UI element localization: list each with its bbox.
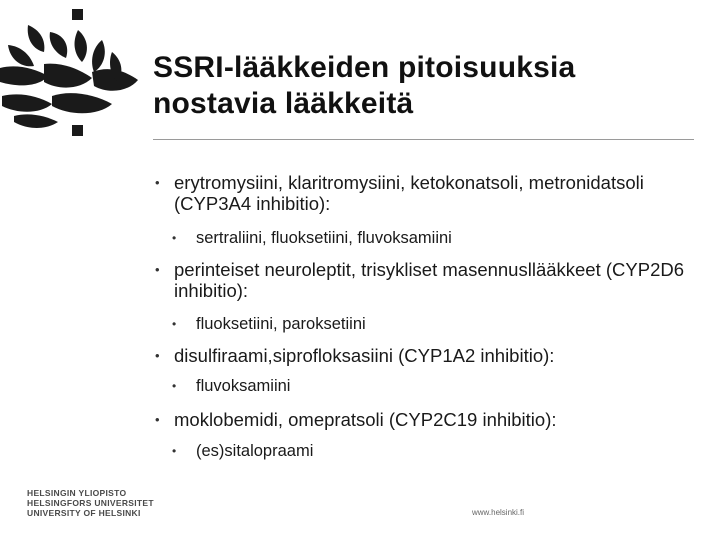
list-item-text: erytromysiini, klaritromysiini, ketokonatsoli, metronidatsoli (CYP3A4 inhibitio): [174,172,644,214]
sub-list-item-text: sertraliini, fluoksetiini, fluvoksamiini [196,229,452,247]
title-line-1: SSRI-lääkkeiden pitoisuuksia [153,51,576,84]
sub-list-item-text: fluvoksamiini [196,377,291,395]
bullet-icon: • [155,262,160,277]
list-item-text: disulfiraami,siprofloksasiini (CYP1A2 inhibitio): [174,345,555,366]
university-name-en: UNIVERSITY OF HELSINKI [27,508,141,518]
bullet-icon: • [155,175,160,190]
bullet-icon: • [155,412,160,427]
website-link[interactable]: www.helsinki.fi [472,508,525,517]
title-line-2: nostavia lääkkeitä [153,87,414,120]
university-name [27,488,154,518]
sub-list-item-text: fluoksetiini, paroksetiini [196,315,366,333]
university-name-sv: HELSINGFORS UNIVERSITET [27,498,154,508]
bullet-icon: • [172,379,177,393]
bullet-icon: • [172,231,177,245]
list-item-text: perinteiset neuroleptit, trisykliset masennusllääkkeet (CYP2D6 inhibitio): [174,259,685,301]
bullet-icon: • [172,317,177,331]
bullet-icon: • [155,348,160,363]
list-item-text: moklobemidi, omepratsoli (CYP2C19 inhibitio): [174,409,557,430]
bullet-icon: • [172,444,177,458]
sub-list-item-text: (es)sitalopraami [196,442,314,460]
university-name-fi: HELSINGIN YLIOPISTO [27,488,127,498]
